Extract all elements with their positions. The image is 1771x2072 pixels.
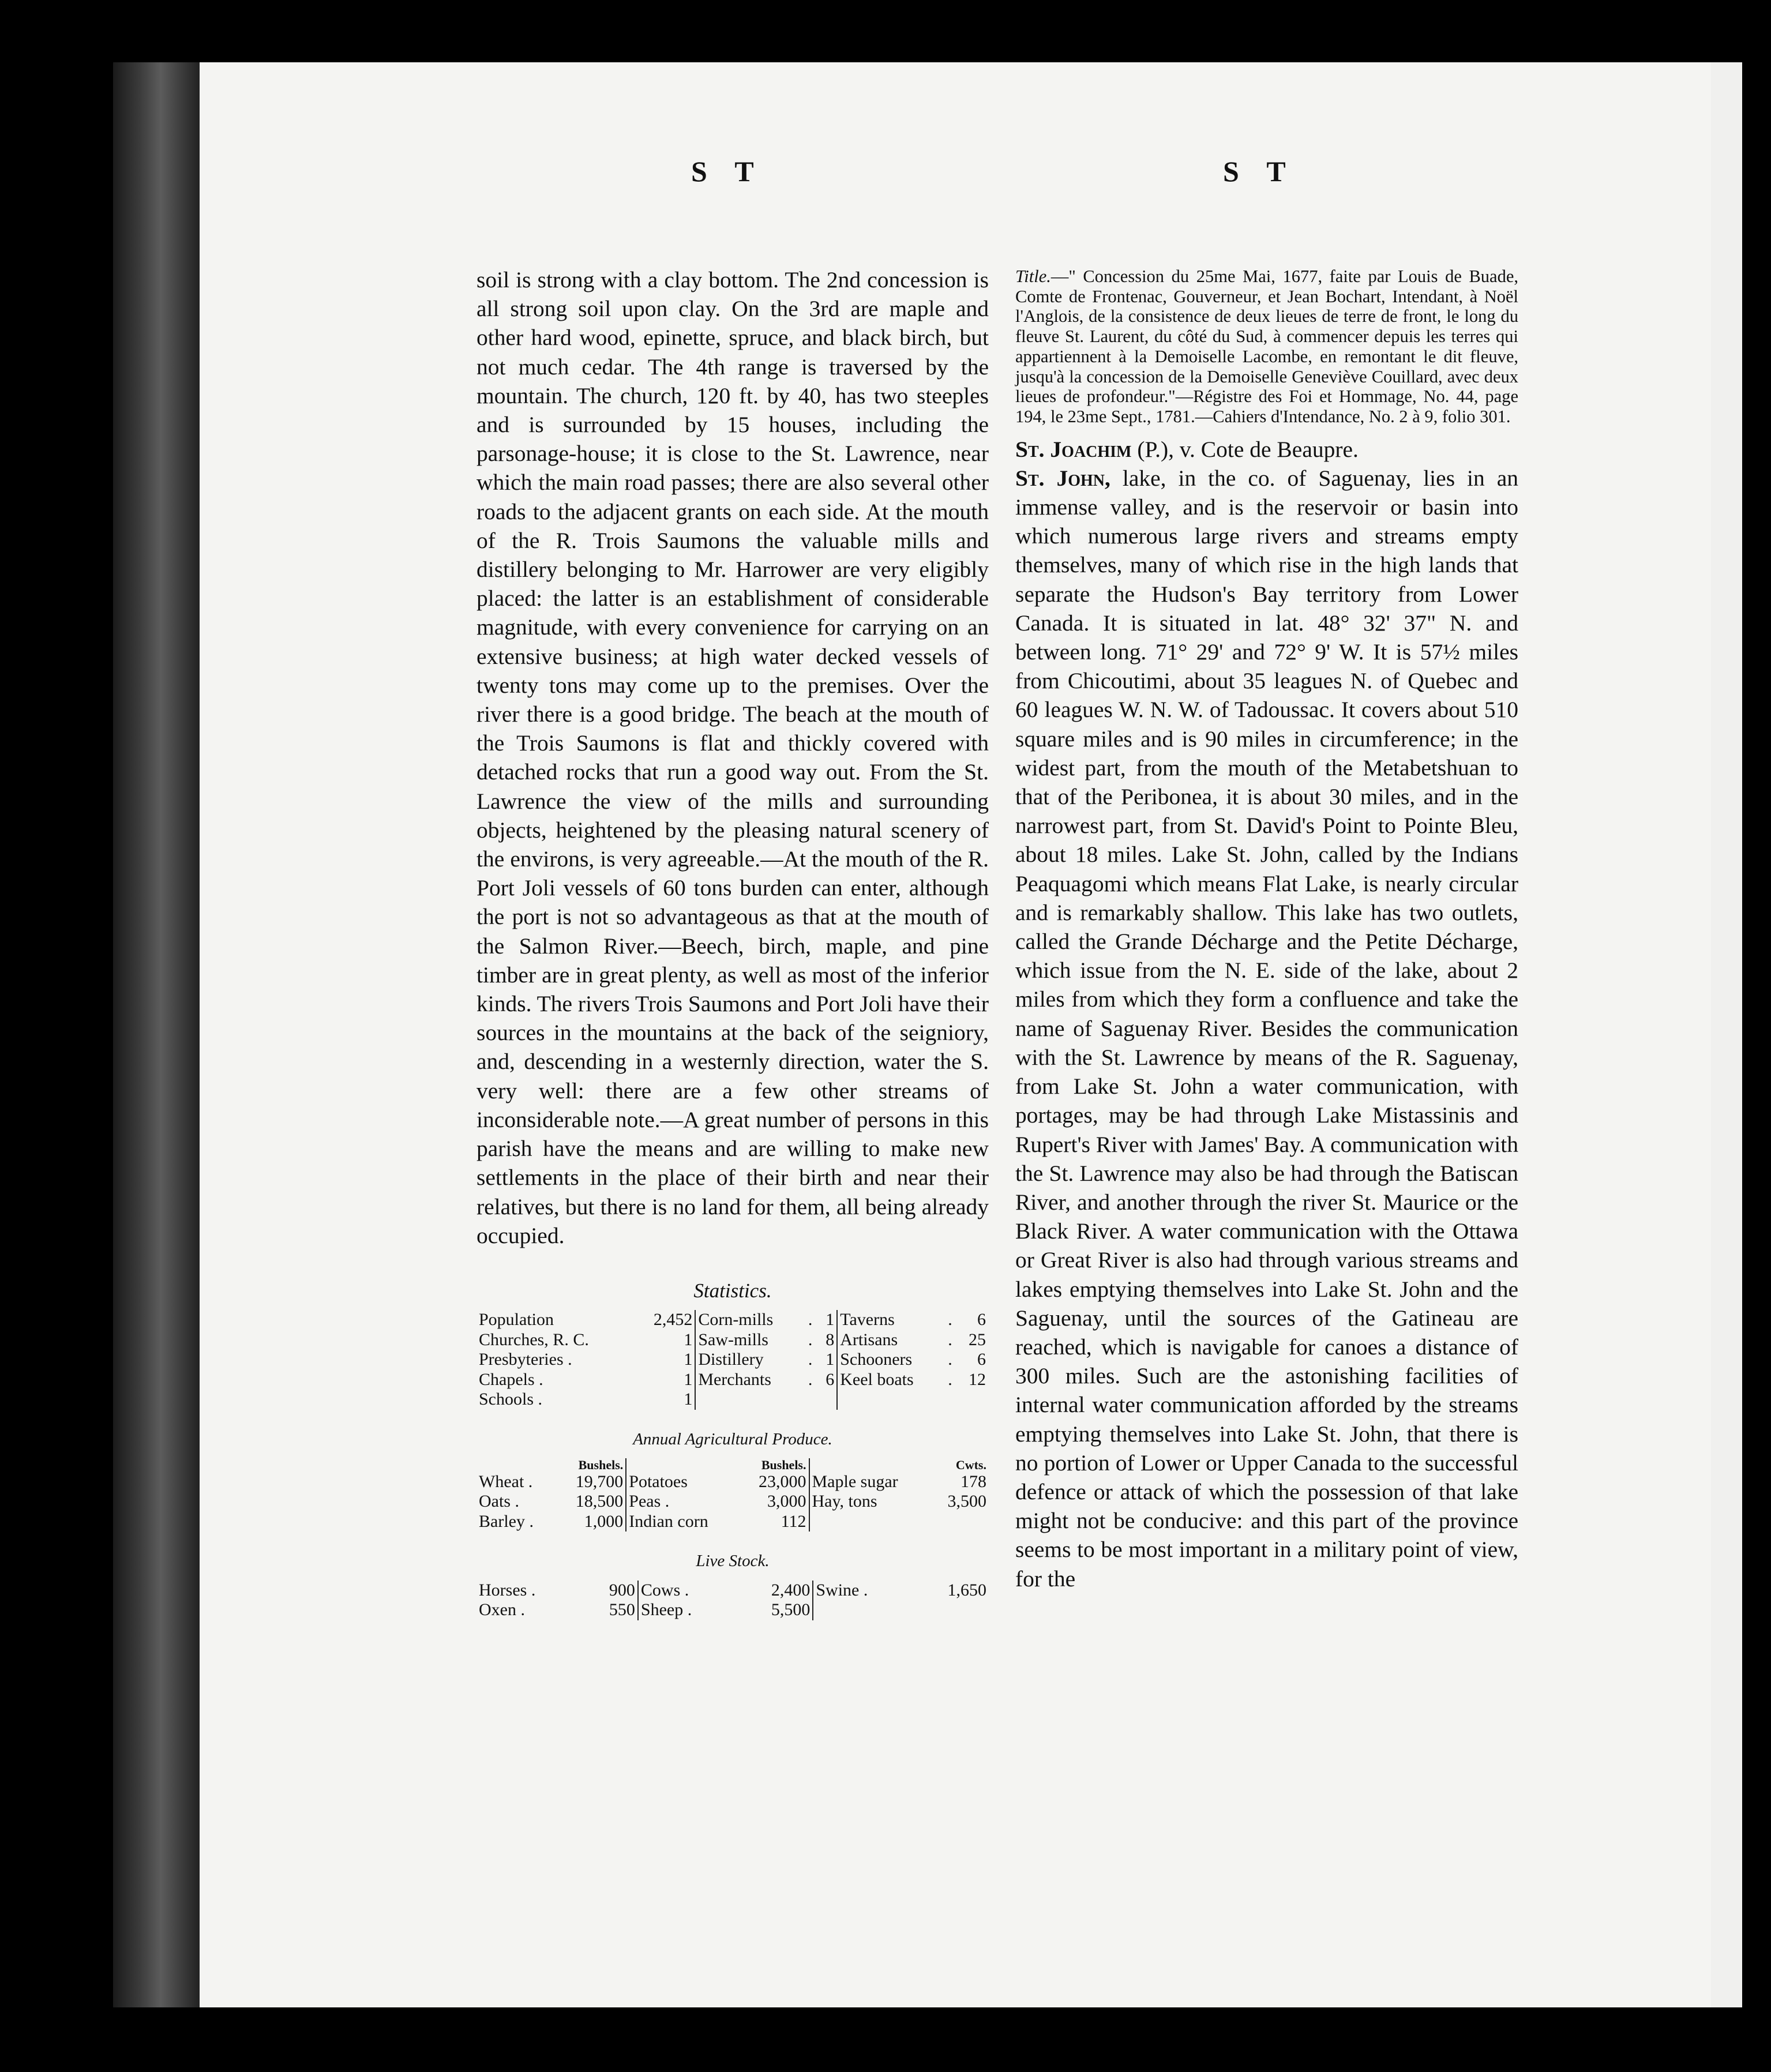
entry-st-joachim [1015,435,1518,464]
table-cell: 1 [635,1390,695,1410]
table-cell: Merchants [698,1369,771,1389]
table-cell: Hay, tons [812,1492,877,1511]
table-cell: Schooners [840,1350,913,1369]
table-cell: 6 [818,1370,837,1390]
table-cell: 3,500 [947,1492,986,1511]
table-cell: 12 [969,1369,986,1389]
produce-row [476,1512,989,1532]
table-cell [837,1390,945,1410]
table-cell: 6 [977,1310,986,1330]
table-cell [930,1512,989,1532]
table-cell: Chapels . [479,1369,543,1389]
entry-heading: St. Joachim [1015,436,1132,462]
table-cell: 8 [818,1330,837,1350]
table-cell: 23,000 [739,1472,809,1492]
statistics-row [476,1390,988,1410]
table-cell: Taverns [840,1310,895,1330]
table-cell: 6 [977,1350,986,1369]
entry-text: (P.), v. Cote de Beaupre. [1137,436,1359,462]
table-cell: Swine . [816,1580,868,1600]
table-cell: . [948,1350,952,1369]
statistics-row [476,1310,988,1330]
table-cell: 178 [960,1472,986,1491]
table-cell: 1 [635,1330,695,1350]
statistics-title: Statistics. [693,1279,772,1302]
table-cell: Distillery [698,1350,764,1369]
table-cell: 1 [635,1370,695,1390]
table-cell: Population [479,1310,554,1330]
table-cell: 1 [818,1310,837,1330]
table-cell: Horses . [479,1580,536,1600]
table-cell: 18,500 [556,1492,626,1512]
livestock-title: Live Stock. [696,1552,770,1571]
table-cell: 1 [635,1350,695,1370]
produce-row [476,1472,989,1492]
left-column [476,265,989,1620]
table-cell: 2,400 [736,1581,813,1601]
table-cell: Potatoes [629,1472,688,1491]
table-cell: 900 [584,1581,638,1601]
produce-title: Annual Agricultural Produce. [633,1429,832,1448]
table-cell: . [808,1350,813,1369]
table-cell: . [948,1330,952,1349]
table-cell: Barley . [479,1511,534,1531]
body-paragraph: soil is strong with a clay bottom. The 2nd concession is all strong soil upon clay. On the 3rd are maple and other hard wood, epinette, spruce, and black birch, but not much cedar. The 4th range is traversed by the mountain. The church, 120 ft. by 40, has two steeples and is surrounded by 15 houses, including the parsonage-house; it is close to the St. Lawrence, near which the main road passes; there are also several other roads to the adjacent grants on each side. At the mouth of the R. Trois Saumons the valuable mills and distillery belonging to Mr. Harrower are very eligibly placed: the latter is an establishment of considerable magnitude, with every convenience for carrying on an extensive business; at high water decked vessels of twenty tons may come up to the premises. Over the river there is a good bridge. The beach at the mouth of the Trois Saumons is flat and thickly covered with detached rocks that run a good way out. From the St. Lawrence the view of the mills and surrounding objects, heightened by the pleasing natural scenery of the environs, is very agreeable.—At the mouth of the R. Port Joli vessels of 60 tons burden can enter, although the port is not so advantageous as that at the mouth of the Salmon River.—Beech, birch, maple, and pine timber are in great plenty, as well as most of the inferior kinds. The rivers Trois Saumons and Port Joli have their sources in the mountains at the back of the seigniory, and, descending in a westernly direction, water the S. very well: there are a few other streams of inconsiderable note.—A great number of persons in this parish have the means and are willing to make new settlements in the place of their birth and near their relatives, but there is no land for them, all being already occupied. [476,267,989,1248]
right-running-head: S T [1223,155,1296,187]
table-cell: . [808,1310,813,1330]
produce-table [476,1458,989,1532]
table-cell: Artisans [840,1330,898,1349]
livestock-table [476,1581,989,1620]
table-cell: Presbyteries . [479,1350,572,1369]
table-cell: Oxen . [479,1600,525,1620]
table-cell: 19,700 [556,1472,626,1492]
table-cell: Indian corn [629,1511,708,1531]
entry-text: lake, in the co. of Saguenay, lies in an immense valley, and is the reservoir or basin into which numerous large rivers and streams empty themselves, many of which rise in the high lands that separate the Hudson's Bay territory from Lower Canada. It is situated in lat. 48° 32' 37" N. and between long. 71° 29' and 72° 9' W. It is 57½ miles from Chicoutimi, about 35 leagues N. of Quebec and 60 leagues W. N. W. of Tadoussac. It covers about 510 square miles and is 90 miles in circumference; in the widest part, from the mouth of the Metabetshuan to that of the Peribonea, it is about 30 miles, and in the narrowest part, from St. David's Point to Pointe Bleu, about 18 miles. Lake St. John, called by the Indians Peaquagomi which means Flat Lake, is nearly circular and is remarkably shallow. This lake has two outlets, called the Grande Décharge and the Petite Décharge, which issue from the N. E. side of the lake, about 2 miles from which they form a confluence and take the name of Saguenay River. Besides the communication with the St. Lawrence by means of the R. Saguenay, from Lake St. John a water communication, with portages, may be had through Lake Mistassinis and Rupert's River with James' Bay. A communication with the St. Lawrence may also be had through the Batiscan River, and another through the river St. Maurice or the Black River. A water communication with the Ottawa or Great River is also had through various streams and lakes emptying themselves into Lake St. John and the Saguenay, until the sources of the Gatineau are reached, which is navigable for canoes a distance of 300 miles. Such are the astonishing facilities of internal water communication afforded by the streams emptying themselves into Lake St. John, that there is no portion of Lower or Upper Canada to the successful defence or attack of which the possession of that lake might not be conducive: and this part of the province seems to be most important in a military point of view, for the [1015,465,1518,1591]
table-cell: 112 [739,1512,809,1532]
table-cell: Cows . [640,1580,689,1600]
table-cell: Churches, R. C. [479,1330,589,1349]
table-cell: . [948,1310,952,1330]
statistics-row [476,1350,988,1370]
table-cell: 2,452 [635,1310,695,1330]
table-cell [818,1390,837,1410]
entry-st-john [1015,464,1518,1593]
table-cell: 1,000 [556,1512,626,1532]
table-cell: . [948,1369,952,1389]
table-cell [945,1390,958,1410]
left-running-head: S T [691,155,764,187]
table-cell: Sheep . [640,1600,692,1620]
table-cell: 3,000 [739,1492,809,1512]
table-cell: Maple sugar [812,1472,898,1491]
livestock-row [476,1581,989,1601]
statistics-table [476,1310,989,1410]
table-cell: Wheat . [479,1472,533,1491]
table-cell: Oats . [479,1492,519,1511]
statistics-row [476,1370,988,1390]
table-cell: 5,500 [736,1600,813,1620]
book-binding [113,62,200,2007]
table-cell: . [808,1330,813,1349]
table-cell [813,1600,913,1620]
units-label: Bushels. [739,1458,809,1472]
table-cell: Keel boats [840,1369,914,1389]
next-page-edge [1711,62,1742,2007]
table-cell: 550 [584,1600,638,1620]
table-cell [958,1390,988,1410]
produce-units-row [476,1458,989,1472]
livestock-row [476,1600,989,1620]
table-cell: 1,650 [947,1580,986,1600]
table-cell: 25 [969,1330,986,1349]
table-cell: Corn-mills [698,1310,774,1330]
table-cell [806,1390,818,1410]
title-note-label: Title. [1015,266,1051,286]
table-cell: Saw-mills [698,1330,768,1349]
title-note [1015,266,1518,427]
table-cell [695,1390,806,1410]
table-cell: Schools . [479,1390,543,1409]
right-column [1015,266,1518,1593]
table-cell: . [808,1369,813,1389]
title-note-text: —" Concession du 25me Mai, 1677, faite par Louis de Buade, Comte de Frontenac, Gouverneur, et Jean Bochart, Intendant, à Noël l'Anglois, de la consistence de deux lieues de terre de front, le long du fleuve St. Laurent, du côté du Sud, à commencer depuis les terres qui appartiennent à la Demoiselle Lacombe, en remontant le dit fleuve, jusqu'à la concession de la Demoiselle Geneviève Couillard, avec deux lieues de profondeur."—Régistre des Foi et Hommage, No. 44, page 194, le 23me Sept., 1781.—Cahiers d'Intendance, No. 2 à 9, folio 301. [1015,266,1518,426]
produce-row [476,1492,989,1512]
table-cell: 1 [818,1350,837,1370]
statistics-row [476,1330,988,1350]
table-cell: Peas . [629,1492,670,1511]
units-label: Cwts. [955,1457,986,1472]
table-cell [913,1600,989,1620]
table-cell [809,1512,931,1532]
units-label: Bushels. [556,1458,626,1472]
entry-heading: St. John, [1015,465,1110,491]
